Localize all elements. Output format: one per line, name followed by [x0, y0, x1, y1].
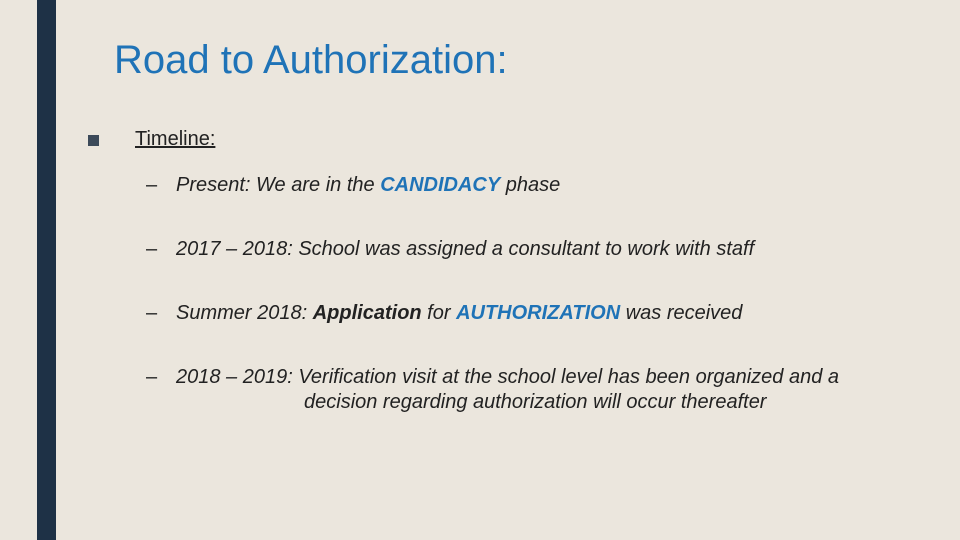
item-text: 2017 – 2018: School was assigned a consultant to work with staff — [176, 238, 755, 260]
slide-title — [114, 36, 508, 84]
item-text: phase — [500, 174, 561, 196]
item-bold: Application — [312, 302, 422, 324]
timeline-item-2018-2019-continued: decision regarding authorization will occur thereafter — [304, 391, 767, 413]
item-highlight: AUTHORIZATION — [456, 302, 621, 324]
bullet-timeline — [88, 127, 215, 151]
timeline-item-2017-2018 — [146, 237, 754, 262]
title-colon: : — [496, 38, 508, 82]
item-highlight: CANDIDACY — [380, 174, 501, 196]
timeline-item-summer-2018 — [146, 301, 742, 326]
item-text: was received — [620, 302, 743, 324]
timeline-item-2018-2019 — [146, 365, 839, 390]
item-text: Present: We are in the — [176, 174, 381, 196]
timeline-item-present — [146, 173, 560, 198]
item-text: Summer 2018: — [176, 302, 313, 324]
title-text: Road to Authorization — [114, 38, 497, 82]
left-accent-bar — [37, 0, 56, 540]
dash-icon: – — [146, 302, 158, 324]
item-text: 2018 – 2019: Verification visit at the school level has been organized and a — [176, 366, 840, 388]
dash-icon: – — [146, 174, 158, 196]
square-bullet-icon — [88, 135, 99, 146]
bullet-label: Timeline: — [135, 128, 216, 150]
dash-icon: – — [146, 238, 158, 260]
item-text: for — [421, 302, 457, 324]
dash-icon: – — [146, 366, 158, 388]
